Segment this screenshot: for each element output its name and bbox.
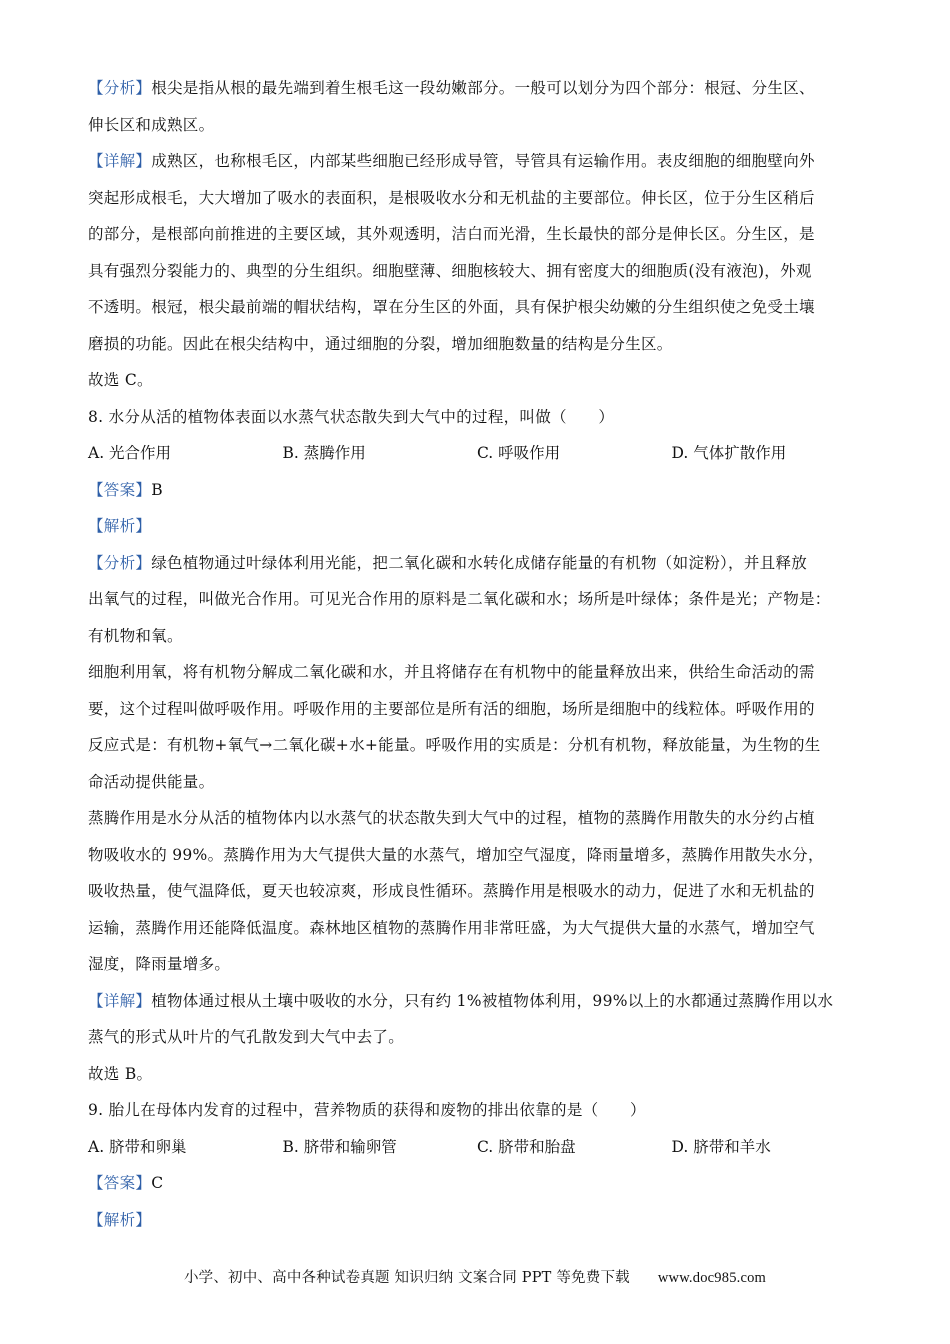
q8-explain-tag: 【解析】: [88, 517, 152, 535]
q7-analysis-line-1: 【分析】根尖是指从根的最先端到着生根毛这一段幼嫩部分。一般可以划分为四个部分：根冠、分生区、: [88, 79, 815, 97]
q8-analysis-line-6: 反应式是：有机物+氧气→二氧化碳+水+能量。呼吸作用的实质是：分机有机物，释放能量，为生物的生: [88, 736, 821, 754]
q8-detail-line-2: 蒸气的形式从叶片的气孔散发到大气中去了。: [88, 1028, 405, 1046]
q7-detail-line-6: 磨损的功能。因此在根尖结构中，通过细胞的分裂，增加细胞数量的结构是分生区。: [88, 334, 673, 353]
q7-analysis-line-2: 伸长区和成熟区。: [88, 115, 215, 134]
q7-detail-line-2: 突起形成根毛，大大增加了吸水的表面积，是根吸收水分和无机盐的主要部位。伸长区，位于分生区稍后: [88, 188, 815, 207]
document-body: [88, 70, 866, 1238]
footer-site-link[interactable]: www.doc985.com: [657, 1270, 767, 1286]
q8-analysis-line-4: 细胞利用氧，将有机物分解成二氧化碳和水，并且将储存在有机物中的能量释放出来，供给生命活动的需: [88, 663, 815, 681]
q8-analysis-line-8: 蒸腾作用是水分从活的植物体内以水蒸气的状态散失到大气中的过程，植物的蒸腾作用散失的水分约占植: [88, 809, 815, 827]
analysis-tag: 【分析】: [88, 553, 152, 572]
detail-tag: 【详解】: [88, 991, 152, 1010]
q8-analysis-line-5: 要，这个过程叫做呼吸作用。呼吸作用的主要部位是所有活的细胞，场所是细胞中的线粒体。呼吸作用的: [88, 699, 815, 718]
q8-analysis-line-1: 【分析】绿色植物通过叶绿体利用光能，把二氧化碳和水转化成储存能量的有机物（如淀粉），并且释放: [88, 553, 808, 572]
q9-option-c: C. 脐带和胎盘: [477, 1137, 576, 1156]
q9-option-d: D. 脐带和羊水: [671, 1137, 771, 1156]
detail-tag: 【详解】: [88, 152, 152, 170]
q8-stem: 8. 水分从活的植物体表面以水蒸气状态散失到大气中的过程，叫做（ ）: [88, 407, 615, 426]
q8-option-c: C. 呼吸作用: [477, 444, 561, 462]
q7-detail-line-5: 不透明。根冠，根尖最前端的帽状结构，罩在分生区的外面，具有保护根尖幼嫩的分生组织使之免受土壤: [88, 298, 815, 316]
q8-answer: 【答案】B: [88, 480, 163, 499]
q8-analysis-line-9: 物吸收水的 99%。蒸腾作用为大气提供大量的水蒸气，增加空气湿度，降雨量增多，蒸腾作用散失水分，: [88, 845, 824, 864]
q9-options: [88, 1129, 866, 1166]
q8-option-a: A. 光合作用: [88, 444, 172, 462]
q8-analysis-line-11: 运输，蒸腾作用还能降低温度。森林地区植物的蒸腾作用非常旺盛，为大气提供大量的水蒸气，增加空气: [88, 918, 815, 937]
q8-analysis-line-10: 吸收热量，使气温降低，夏天也较凉爽，形成良性循环。蒸腾作用是根吸水的动力，促进了水和无机盐的: [88, 882, 815, 900]
q7-detail-line-3: 的部分，是根部向前推进的主要区域，其外观透明，洁白而光滑，生长最快的部分是伸长区。分生区，是: [88, 225, 815, 243]
q7-detail-line-1: 【详解】成熟区，也称根毛区，内部某些细胞已经形成导管，导管具有运输作用。表皮细胞的细胞壁向外: [88, 152, 815, 170]
q9-option-b: B. 脐带和输卵管: [282, 1137, 397, 1156]
q8-analysis-line-3: 有机物和氧。: [88, 626, 183, 645]
q8-analysis-line-2: 出氧气的过程，叫做光合作用。可见光合作用的原料是二氧化碳和水；场所是叶绿体；条件是光；产物是：: [88, 590, 831, 608]
q9-explain-tag: 【解析】: [88, 1210, 152, 1229]
q8-analysis-line-7: 命活动提供能量。: [88, 772, 215, 791]
footer-text: 小学、初中、高中各种试卷真题 知识归纳 文案合同 PPT 等免费下载: [183, 1270, 630, 1286]
q9-stem: 9. 胎儿在母体内发育的过程中，营养物质的获得和废物的排出依靠的是（ ）: [88, 1101, 646, 1119]
q8-option-d: D. 气体扩散作用: [671, 444, 787, 462]
q8-analysis-line-12: 湿度，降雨量增多。: [88, 955, 231, 973]
answer-tag: 【答案】: [88, 1174, 152, 1192]
answer-tag: 【答案】: [88, 480, 152, 499]
analysis-tag: 【分析】: [88, 79, 152, 97]
q9-option-a: A. 脐带和卵巢: [88, 1137, 187, 1156]
q8-detail-line-1: 【详解】植物体通过根从土壤中吸收的水分，只有约 1%被植物体利用，99%以上的水都通过蒸腾作用以水: [88, 991, 834, 1010]
q9-answer: 【答案】C: [88, 1174, 164, 1192]
q8-options: [88, 435, 866, 472]
q7-choice: 故选 C。: [88, 371, 153, 389]
page-footer: [0, 1266, 950, 1287]
q8-choice: 故选 B。: [88, 1064, 153, 1083]
q7-detail-line-4: 具有强烈分裂能力的、典型的分生组织。细胞壁薄、细胞核较大、拥有密度大的细胞质(没有液泡)，外观: [88, 261, 812, 280]
q8-option-b: B. 蒸腾作用: [282, 444, 366, 462]
